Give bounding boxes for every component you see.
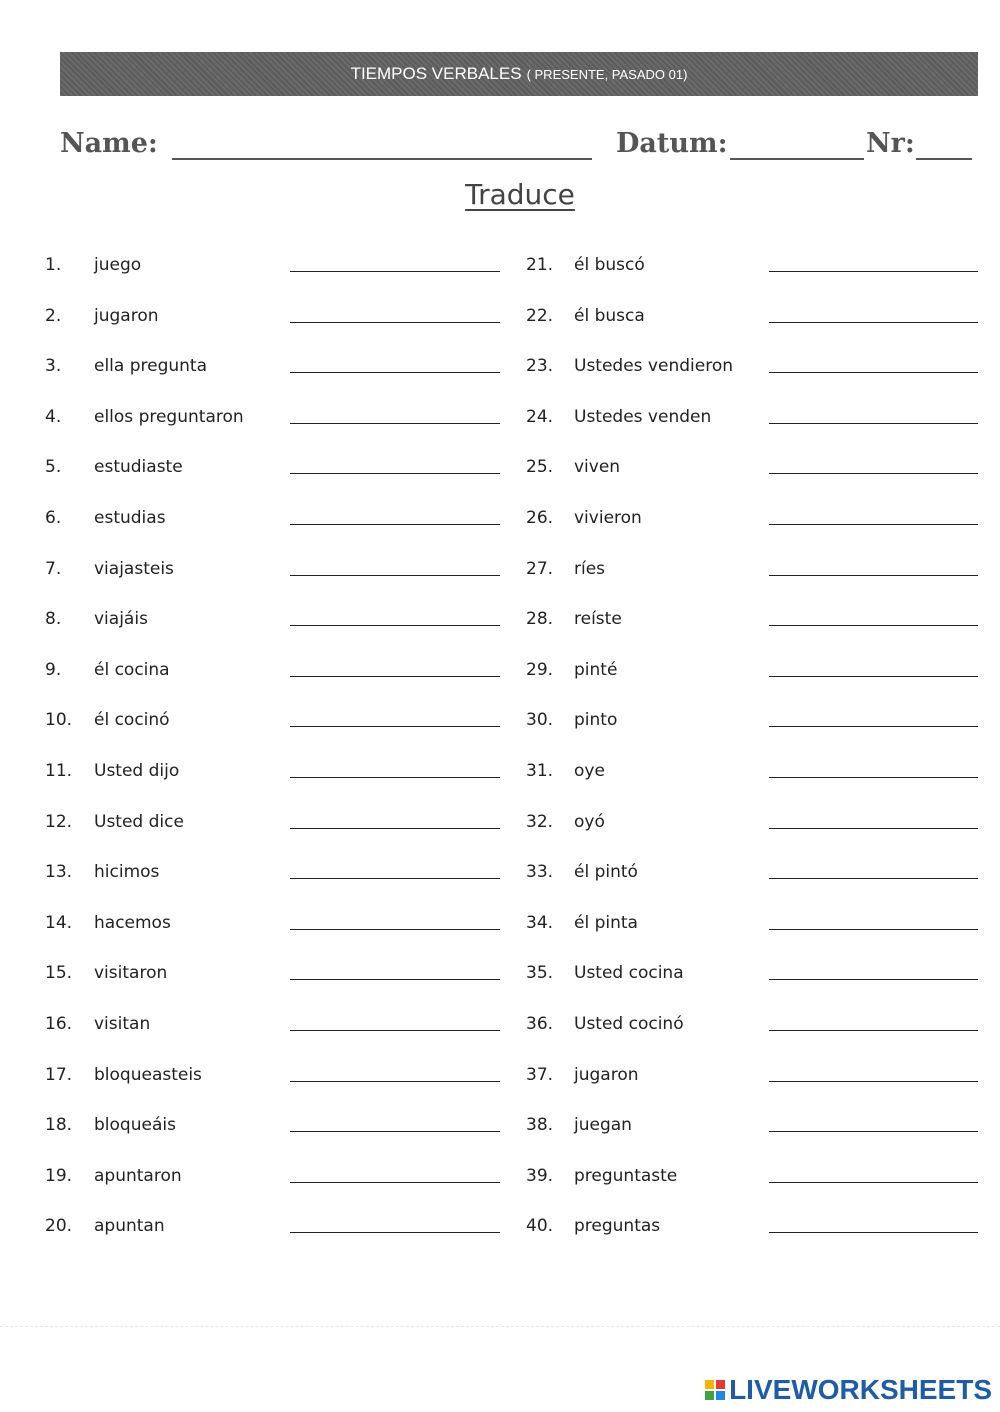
item-word: reíste [574,609,622,630]
item-number: 31. [526,761,554,781]
exercise-item [0,1014,1000,1044]
page-divider [0,1326,1000,1327]
item-number: 23. [526,356,554,377]
item-word: juego [94,255,142,275]
exercise-item [0,963,1000,993]
item-number: 13. [45,862,73,883]
item-number: 20. [45,1216,73,1237]
item-number: 4. [45,406,62,427]
footer-logo [705,1374,992,1406]
item-number: 36. [526,1014,554,1034]
item-word: visitan [94,1014,151,1034]
item-word: hacemos [94,912,171,933]
item-number: 25. [526,457,554,478]
item-number: 34. [526,912,554,933]
item-number: 12. [45,811,73,832]
answer-field[interactable] [769,1131,978,1132]
exercise-item [0,306,1000,336]
name-field[interactable] [172,158,592,160]
item-word: jugaron [574,1064,639,1085]
answer-field[interactable] [769,625,978,626]
answer-field[interactable] [769,271,978,272]
item-number: 8. [45,609,62,630]
item-number: 14. [45,912,73,933]
item-word: él pintó [574,862,638,883]
item-word: oyó [574,811,605,832]
item-word: juegan [574,1115,632,1136]
exercise-item [0,508,1000,538]
item-number: 19. [45,1165,73,1186]
item-word: estudiaste [94,457,183,478]
item-number: 26. [526,508,554,528]
item-number: 39. [526,1165,554,1186]
item-number: 6. [45,508,62,528]
item-number: 3. [45,356,62,377]
date-field[interactable] [730,158,864,160]
item-number: 16. [45,1014,73,1034]
title-banner [60,52,978,96]
item-word: Usted cocina [574,963,684,984]
exercise-item [0,913,1000,943]
item-word: visitaron [94,963,168,984]
exercise-item [0,407,1000,437]
item-number: 27. [526,558,554,579]
item-word: él busca [574,305,645,326]
item-number: 10. [45,710,73,731]
answer-field[interactable] [769,423,978,424]
answer-field[interactable] [769,575,978,576]
answer-field[interactable] [769,979,978,980]
item-word: él buscó [574,255,645,275]
item-number: 37. [526,1064,554,1085]
item-word: pinto [574,710,618,731]
item-word: él pinta [574,912,638,933]
item-word: oye [574,761,605,781]
answer-field[interactable] [769,878,978,879]
exercise-item [0,609,1000,639]
item-number: 1. [45,255,62,275]
answer-field[interactable] [769,777,978,778]
item-word: preguntaste [574,1165,678,1186]
item-word: hicimos [94,862,160,883]
item-word: apuntan [94,1216,165,1237]
exercise-item [0,660,1000,690]
answer-field[interactable] [769,1081,978,1082]
exercise-item [0,356,1000,386]
item-number: 21. [526,255,554,275]
date-label: Datum: [616,128,728,159]
item-word: estudias [94,508,166,528]
exercise-item [0,559,1000,589]
item-word: Usted dijo [94,761,180,781]
item-number: 15. [45,963,73,984]
item-number: 18. [45,1115,73,1136]
exercise-item [0,1166,1000,1196]
item-number: 33. [526,862,554,883]
item-number: 11. [45,761,73,781]
item-word: él cocinó [94,710,170,731]
nr-label: Nr: [866,128,915,159]
item-word: Ustedes vendieron [574,356,733,377]
answer-field[interactable] [769,372,978,373]
item-word: él cocina [94,659,170,680]
item-word: viajáis [94,609,148,630]
item-number: 2. [45,305,62,326]
page-title: Traduce [465,178,575,211]
item-word: bloqueasteis [94,1064,202,1085]
name-label: Name: [60,128,158,159]
item-word: Usted dice [94,811,184,832]
item-number: 24. [526,406,554,427]
brand-name: LIVEWORKSHEETS [729,1374,992,1405]
item-word: vivieron [574,508,642,528]
item-word: viven [574,457,621,478]
answer-field[interactable] [769,828,978,829]
banner-title: TIEMPOS VERBALES [350,64,522,83]
liveworksheets-icon [705,1380,725,1400]
item-word: ríes [574,558,606,579]
exercise-item [0,812,1000,842]
answer-field[interactable] [769,726,978,727]
banner-subtitle: ( PRESENTE, PASADO 01) [526,66,688,82]
item-number: 35. [526,963,554,984]
exercise-item [0,457,1000,487]
answer-field[interactable] [769,1232,978,1233]
answer-field[interactable] [769,929,978,930]
item-number: 7. [45,558,62,579]
answer-field[interactable] [769,1030,978,1031]
item-number: 9. [45,659,62,680]
item-word: jugaron [94,305,159,326]
answer-field[interactable] [769,322,978,323]
item-number: 30. [526,710,554,731]
item-word: bloqueáis [94,1115,176,1136]
item-word: apuntaron [94,1165,182,1186]
item-number: 40. [526,1216,554,1237]
answer-field[interactable] [769,524,978,525]
item-number: 32. [526,811,554,832]
answer-field[interactable] [769,676,978,677]
exercise-item [0,1065,1000,1095]
exercise-item [0,761,1000,791]
exercise-item [0,1216,1000,1246]
item-number: 22. [526,305,554,326]
nr-field[interactable] [916,158,972,160]
item-word: preguntas [574,1216,661,1237]
item-word: Ustedes venden [574,406,712,427]
item-word: ellos preguntaron [94,406,244,427]
item-number: 29. [526,659,554,680]
item-word: Usted cocinó [574,1014,684,1034]
exercise-item [0,255,1000,285]
item-word: pinté [574,659,618,680]
exercise-item [0,862,1000,892]
answer-field[interactable] [769,1182,978,1183]
item-number: 5. [45,457,62,478]
exercise-item [0,710,1000,740]
item-number: 28. [526,609,554,630]
item-word: ella pregunta [94,356,208,377]
answer-field[interactable] [769,473,978,474]
item-number: 17. [45,1064,73,1085]
item-word: viajasteis [94,558,174,579]
item-number: 38. [526,1115,554,1136]
exercise-item [0,1115,1000,1145]
